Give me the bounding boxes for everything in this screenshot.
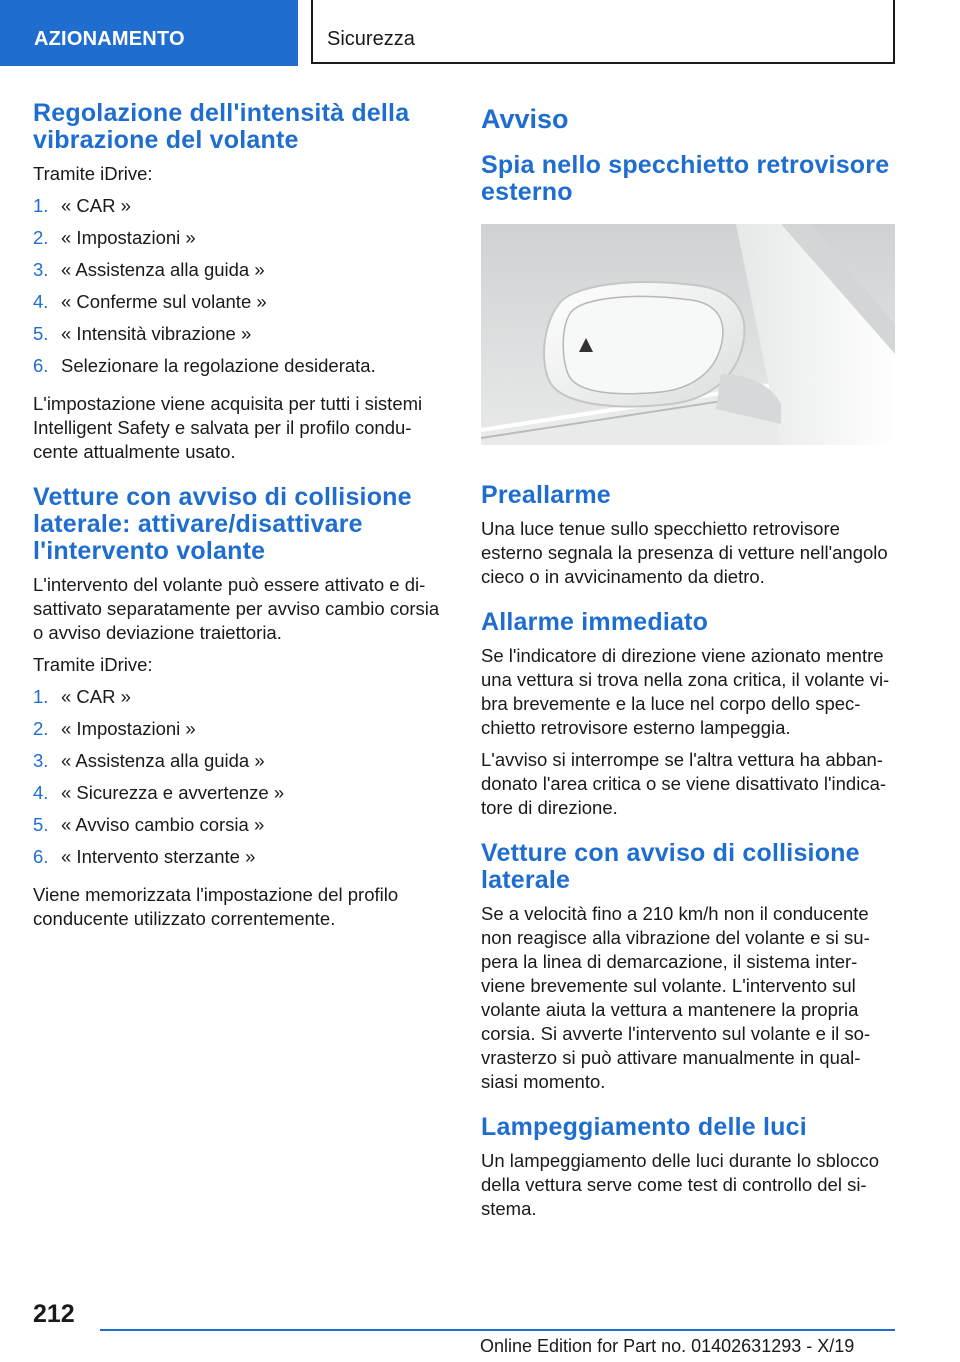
step-item [33,749,448,781]
heading-allarme-immediato: Allarme immediato [481,608,709,636]
step-item [33,258,448,290]
step-item [33,717,448,749]
preallarme-text: Una luce tenue sullo specchietto retrovisore esterno segnala la presenza di vetture nell'angolo cieco o in avvicinamento da dietro. [481,518,888,587]
step-item [33,685,448,717]
heading-side-collision-steering: Vetture con avviso di collisione laterale: attivare/disattivare l'intervento volante [33,483,412,565]
steps-list-vibration [33,194,448,386]
step-text: « Intervento sterzante » [61,846,256,867]
step-number: 4. [33,291,49,312]
allarme-text-1: Se l'indicatore di direzione viene azionato mentre una vettura si trova nella zona critica, il volante vi-bra brevemente e la luce nel corpo dello spec-chietto retrovisore esterno lampeggia. [481,645,890,738]
idrive-intro: Tramite iDrive: [33,163,153,184]
step-item [33,194,448,226]
step-text: « Conferme sul volante » [61,291,267,312]
section-tab: AZIONAMENTO [0,0,298,66]
step-number: 6. [33,355,49,376]
step-number: 2. [33,227,49,248]
step-item [33,845,448,877]
step-number: 1. [33,686,49,707]
allarme-text-2: L'avviso si interrompe se l'altra vettura ha abban-donato l'area critica o se viene disattivato l'indica-tore di direzione. [481,749,887,818]
footer-divider [100,1329,895,1331]
page-number: 212 [33,1300,75,1328]
heading-vibration-intensity: Regolazione dell'intensità della vibrazione del volante [33,99,410,154]
idrive-intro: Tramite iDrive: [33,654,153,675]
step-text: Selezionare la regolazione desiderata. [61,355,376,376]
step-text: « Impostazioni » [61,718,196,739]
light-flashing-text: Un lampeggiamento delle luci durante lo sblocco della vettura serve come test di controllo del si-stema. [481,1150,879,1219]
heading-mirror-indicator: Spia nello specchietto retrovisore esterno [481,151,890,206]
step-item [33,290,448,322]
step-text: « Avviso cambio corsia » [61,814,265,835]
profile-note: L'impostazione viene acquisita per tutti i sistemi Intelligent Safety e salvata per il profilo condu-cente attualmente usato. [33,393,423,462]
heading-side-collision: Vetture con avviso di collisione laterale [481,839,860,894]
step-number: 5. [33,814,49,835]
chapter-tab: Sicurezza [311,0,895,64]
step-item [33,781,448,813]
step-number: 1. [33,195,49,216]
step-item [33,322,448,354]
steering-intervention-text: L'intervento del volante può essere attivato e di-sattivato separatamente per avviso cambio corsia o avviso deviazione traiettoria. [33,574,440,643]
step-text: « Intensità vibrazione » [61,323,252,344]
step-item [33,226,448,258]
step-text: « Assistenza alla guida » [61,750,265,771]
step-number: 4. [33,782,49,803]
step-text: « Assistenza alla guida » [61,259,265,280]
step-text: « Sicurezza e avvertenze » [61,782,285,803]
left-column [33,100,448,939]
heading-preallarme: Preallarme [481,481,611,509]
edition-info: Online Edition for Part no. 01402631293 - X/19 [480,1336,855,1356]
step-number: 5. [33,323,49,344]
step-number: 2. [33,718,49,739]
side-collision-text: Se a velocità fino a 210 km/h non il conducente non reagisce alla vibrazione del volante e si su-pera la linea di demarcazione, il sistema inter-viene brevemente sul volante. L'intervento sul volante aiuta la vettura a mantenere la propria corsia. Si avverte l'intervento sul volante e il so-vrasterzo si può attivare manualmente in qual-siasi momento. [481,903,871,1092]
heading-light-flashing: Lampeggiamento delle luci [481,1113,807,1141]
step-text: « CAR » [61,195,131,216]
profile-memo-note: Viene memorizzata l'impostazione del profilo conducente utilizzato correntemente. [33,884,399,929]
step-number: 3. [33,750,49,771]
step-item [33,354,448,386]
step-text: « CAR » [61,686,131,707]
right-column [481,100,895,1229]
step-number: 6. [33,846,49,867]
step-item [33,813,448,845]
steps-list-steering [33,685,448,877]
step-number: 3. [33,259,49,280]
heading-avviso: Avviso [481,104,569,134]
step-text: « Impostazioni » [61,227,196,248]
side-mirror-illustration [481,224,895,445]
